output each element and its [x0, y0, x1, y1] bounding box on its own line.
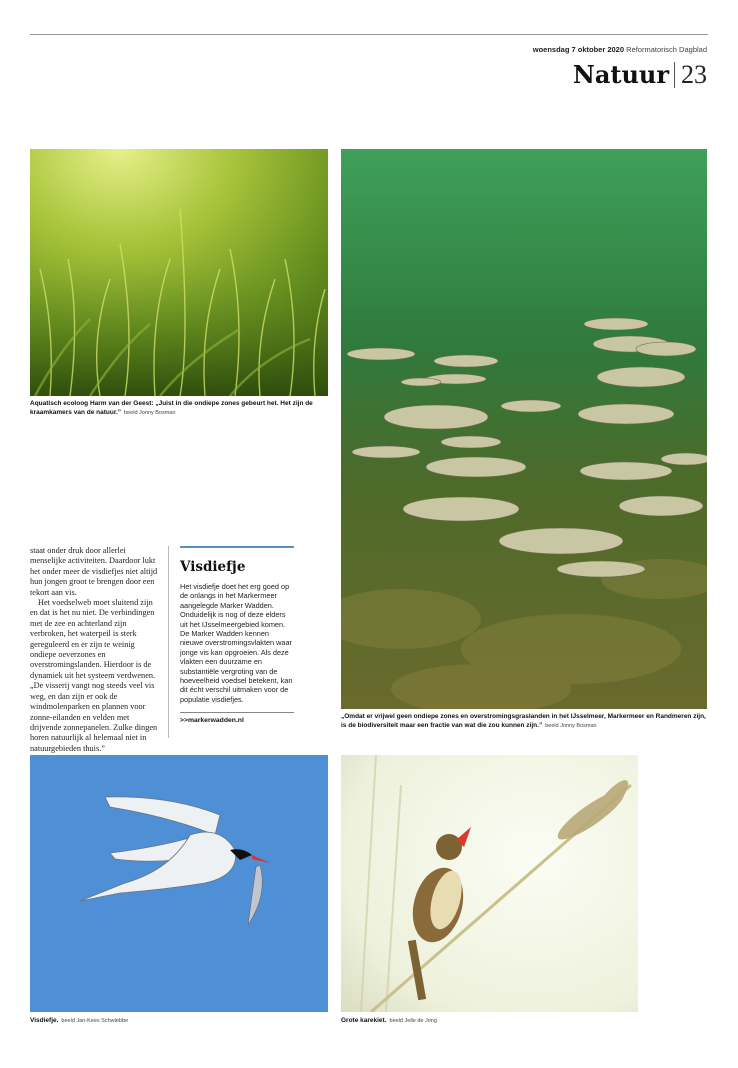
caption-reed-warbler [341, 1016, 638, 1026]
sidebar-link[interactable]: >>markerwadden.nl [180, 717, 244, 725]
photo-fish-school [341, 149, 707, 709]
article-body [30, 546, 162, 754]
sidebar-accent-rule [180, 546, 294, 548]
sidebar-title: Visdiefje [180, 559, 246, 575]
caption-tern [30, 1016, 328, 1026]
caption-water-plants [30, 399, 328, 418]
masthead-divider [674, 62, 675, 88]
caption-text: Grote karekiet. [341, 1017, 387, 1024]
caption-text: Aquatisch ecoloog Harm van der Geest: „Juist in die ondiepe zones gebeurt het. Het zijn de kraamkamers van de natuur.” [30, 400, 313, 416]
sidebar-rule [180, 712, 294, 713]
photo-water-plants [30, 149, 328, 396]
photo-credit: beeld Jelle de Jong [389, 1018, 437, 1024]
header-rule [30, 34, 708, 35]
publication-name: Reformatorisch Dagblad [626, 45, 707, 54]
photo-tern [30, 755, 328, 1012]
photo-reed-warbler [341, 755, 638, 1012]
section-title: Natuur [572, 60, 669, 89]
article-paragraph: Het voedselweb moet sluitend zijn en dat is het nu niet. De verbindingen met de zee en achterland zijn verbroken, het waterpeil is sterk gereguleerd en er zijn te weinig ondiepe oeverzones en overstromingslanden. Hierdoor is de dynamiek uit het systeem verdwenen. „De visserij vangt nog steeds veel vis weg, en dan zijn er ook de windmolenparken en plannen voor zonne-eilanden en velden met drijvende zonnepanelen. Zulke dingen horen natuurlijk al helemaal niet in natuurgebieden thuis.” [30, 598, 158, 753]
page-number: 23 [681, 60, 707, 89]
article-paragraph: staat onder druk door allerlei menselijke activiteiten. Daardoor lukt het onder meer de visdiefjes niet altijd hun jongen groot te brengen door een tekort aan vis. [30, 546, 158, 597]
caption-text: „Omdat er vrijwel geen ondiepe zones en overstromingsgraslanden in het IJsselmeer, Markermeer en Randmeren zijn, is de biodiversiteit maar een fractie van wat die zou kunnen zijn.” [341, 713, 706, 729]
section-masthead [573, 58, 707, 92]
caption-fish-school [341, 712, 707, 731]
caption-text: Visdiefje. [30, 1017, 59, 1024]
photo-credit: beeld Jonny Bosman [545, 723, 597, 729]
photo-credit: beeld Jonny Bosman [124, 410, 176, 416]
sidebar-text: Het visdiefje doet het erg goed op de onlangs in het Markermeer aangelegde Marker Wadden. Onduidelijk is nog of deze elders uit het IJsselmeergebied komen. De Marker Wadden kennen nieuwe overstromingsvlakten waar jonge vis kan opgroeien. Als deze vlakten een duurzame en substantiële vergroting van de hoeveelheid voedsel betekent, kan dit écht verschil uitmaken voor de populatie visdiefjes. [180, 582, 293, 704]
column-divider [168, 546, 169, 738]
photo-credit: beeld Jan-Kees Schwiebbe [61, 1018, 129, 1024]
sidebar-visdiefje [180, 546, 294, 724]
dateline [533, 45, 707, 54]
issue-date: woensdag 7 oktober 2020 [532, 45, 625, 54]
